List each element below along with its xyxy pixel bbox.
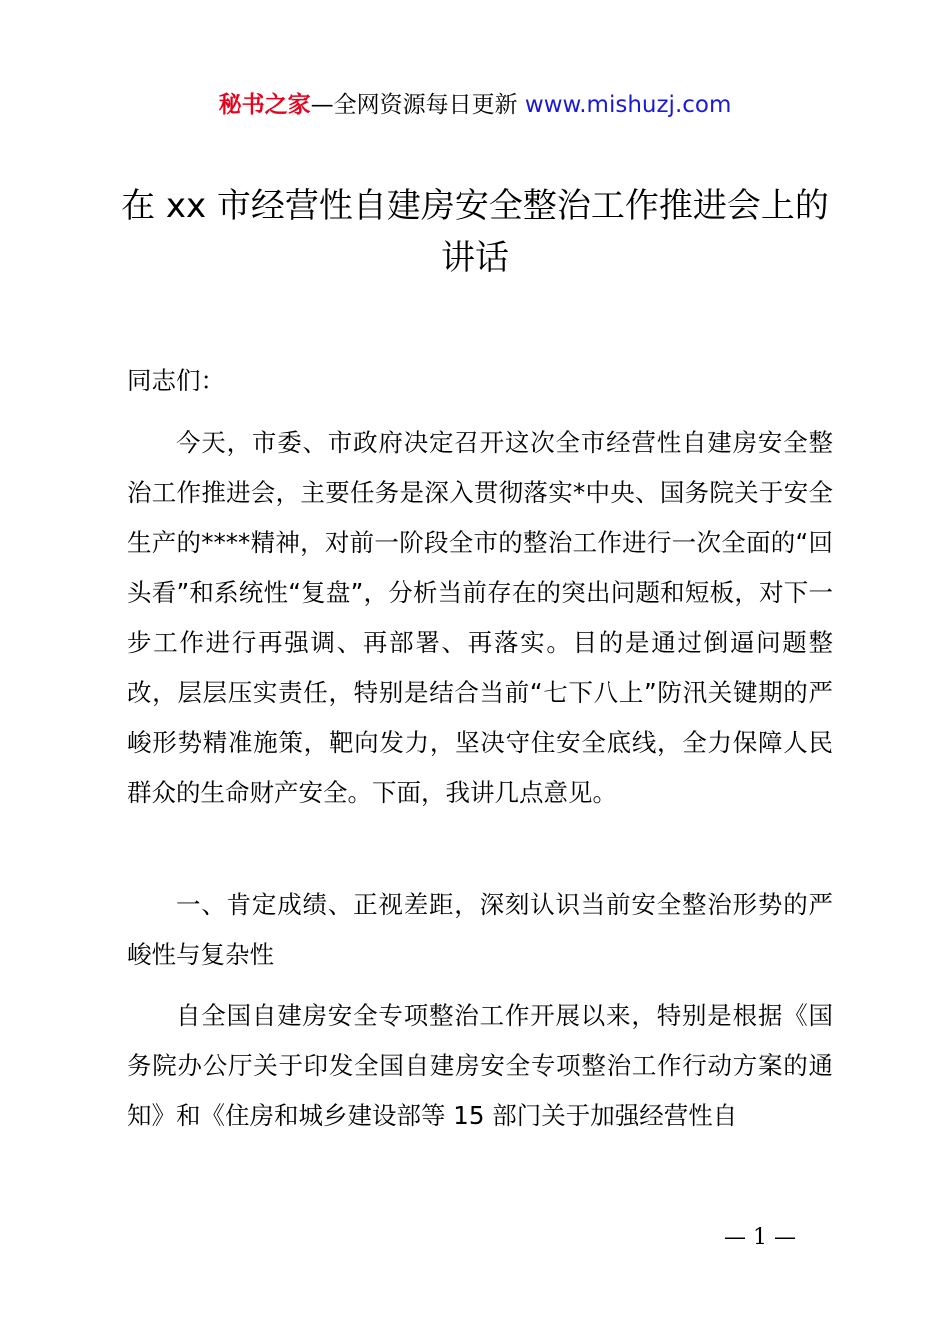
paragraph-section-1: 自全国自建房安全专项整治工作开展以来，特别是根据《国务院办公厅关于印发全国自建房安全专项整治工作行动方案的通知》和《住房和城乡建设部等 15 部门关于加强经营性自 (127, 1001, 833, 1130)
header-slogan: —全网资源每日更新 (310, 92, 525, 118)
section-heading-1: 一、肯定成绩、正视差距，深刻认识当前安全整治形势的严峻性与复杂性 (127, 890, 833, 969)
page-number: — 1 — (724, 1225, 796, 1250)
site-url: www.mishuzj.com (524, 92, 732, 118)
greeting: 同志们： (127, 366, 225, 395)
document-title: 在 xx 市经营性自建房安全整治工作推进会上的讲话 (121, 186, 829, 278)
paragraph-intro: 今天，市委、市政府决定召开这次全市经营性自建房安全整治工作推进会，主要任务是深入贯彻落实*中央、国务院关于安全生产的****精神，对前一阶段全市的整治工作进行一次全面的“回头看”和系统性“复盘”，分析当前存在的突出问题和短板，对下一步工作进行再强调、再部署、再落实。目的是通过倒逼问题整改，层层压实责任，特别是结合当前“七下八上”防汛关键期的严峻形势精准施策，靶向发力，坚决守住安全底线，全力保障人民群众的生命财产安全。下面，我讲几点意见。 (127, 428, 833, 807)
site-header (0, 88, 950, 122)
brand-name: 秘书之家 (218, 92, 311, 118)
